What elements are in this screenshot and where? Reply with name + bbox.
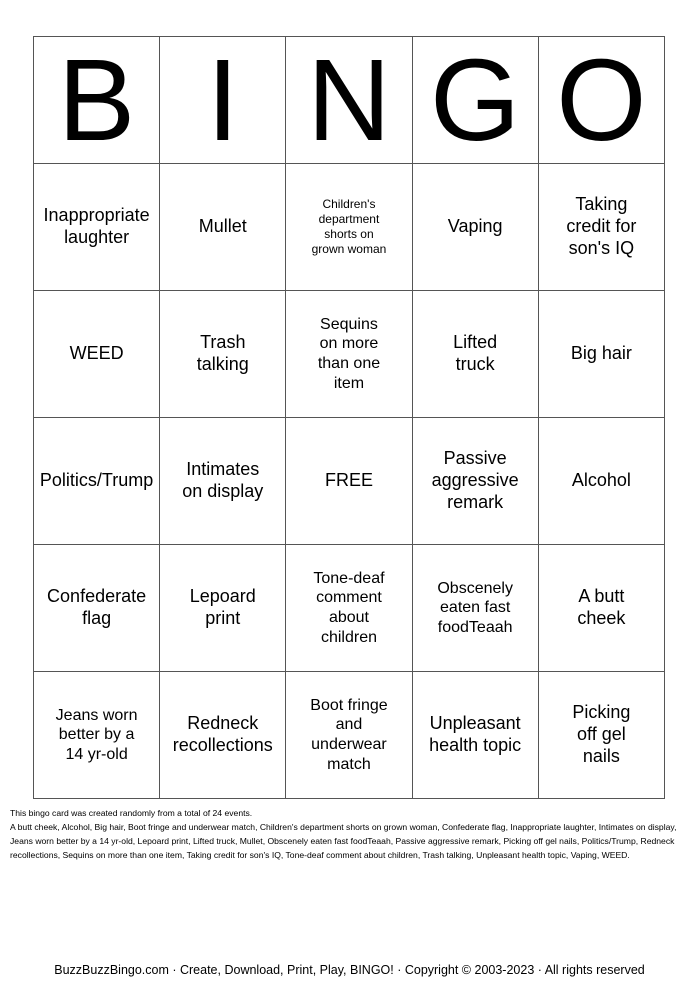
bingo-row xyxy=(34,418,665,545)
bingo-cell: Passive aggressive remark xyxy=(412,418,538,545)
bingo-cell: Jeans worn better by a 14 yr-old xyxy=(34,672,160,799)
bingo-cell: Picking off gel nails xyxy=(538,672,664,799)
bingo-cell: Politics/Trump xyxy=(34,418,160,545)
bingo-row xyxy=(34,164,665,291)
bingo-cell-free: FREE xyxy=(286,418,412,545)
header-letter-g: G xyxy=(412,37,538,164)
page-footer: BuzzBuzzBingo.com · Create, Download, Print, Play, BINGO! · Copyright © 2003-2023 · All rights reserved xyxy=(54,963,645,977)
header-letter-o: O xyxy=(538,37,664,164)
bingo-cell: Intimates on display xyxy=(160,418,286,545)
bingo-row xyxy=(34,672,665,799)
bingo-cell: Mullet xyxy=(160,164,286,291)
bingo-cell: Confederate flag xyxy=(34,545,160,672)
bingo-cell: Trash talking xyxy=(160,291,286,418)
card-description xyxy=(10,806,690,862)
bingo-cell: Tone-deaf comment about children xyxy=(286,545,412,672)
bingo-cell: Children's department shorts on grown woman xyxy=(286,164,412,291)
header-letter-i: I xyxy=(160,37,286,164)
bingo-cell: Alcohol xyxy=(538,418,664,545)
header-letter-n: N xyxy=(286,37,412,164)
bingo-cell: Big hair xyxy=(538,291,664,418)
bingo-cell: Lifted truck xyxy=(412,291,538,418)
bingo-card xyxy=(33,36,665,799)
bingo-cell: Sequins on more than one item xyxy=(286,291,412,418)
bingo-cell: Inappropriate laughter xyxy=(34,164,160,291)
bingo-row xyxy=(34,291,665,418)
description-intro: This bingo card was created randomly from a total of 24 events. xyxy=(10,808,253,818)
bingo-cell: Vaping xyxy=(412,164,538,291)
bingo-cell: A butt cheek xyxy=(538,545,664,672)
header-letter-b: B xyxy=(34,37,160,164)
bingo-cell: Obscenely eaten fast foodTeaah xyxy=(412,545,538,672)
bingo-cell: WEED xyxy=(34,291,160,418)
bingo-cell: Lepoard print xyxy=(160,545,286,672)
bingo-cell: Taking credit for son's IQ xyxy=(538,164,664,291)
bingo-cell: Boot fringe and underwear match xyxy=(286,672,412,799)
bingo-header-row xyxy=(34,37,665,164)
bingo-cell: Unpleasant health topic xyxy=(412,672,538,799)
bingo-cell: Redneck recollections xyxy=(160,672,286,799)
description-events: A butt cheek, Alcohol, Big hair, Boot fringe and underwear match, Children's department shorts on grown woman, Confederate flag, Inappropriate laughter, Intimates on display, Jeans worn better by a 14 yr-old, Lepoard print, Lifted truck, Mullet, Obscenely eaten fast foodTeaah, Passive aggressive remark, Picking off gel nails, Politics/Trump, Redneck recollections, Sequins on more than one item, Taking credit for son's IQ, Tone-deaf comment about children, Trash talking, Unpleasant health topic, Vaping, WEED. xyxy=(10,822,677,860)
bingo-row xyxy=(34,545,665,672)
